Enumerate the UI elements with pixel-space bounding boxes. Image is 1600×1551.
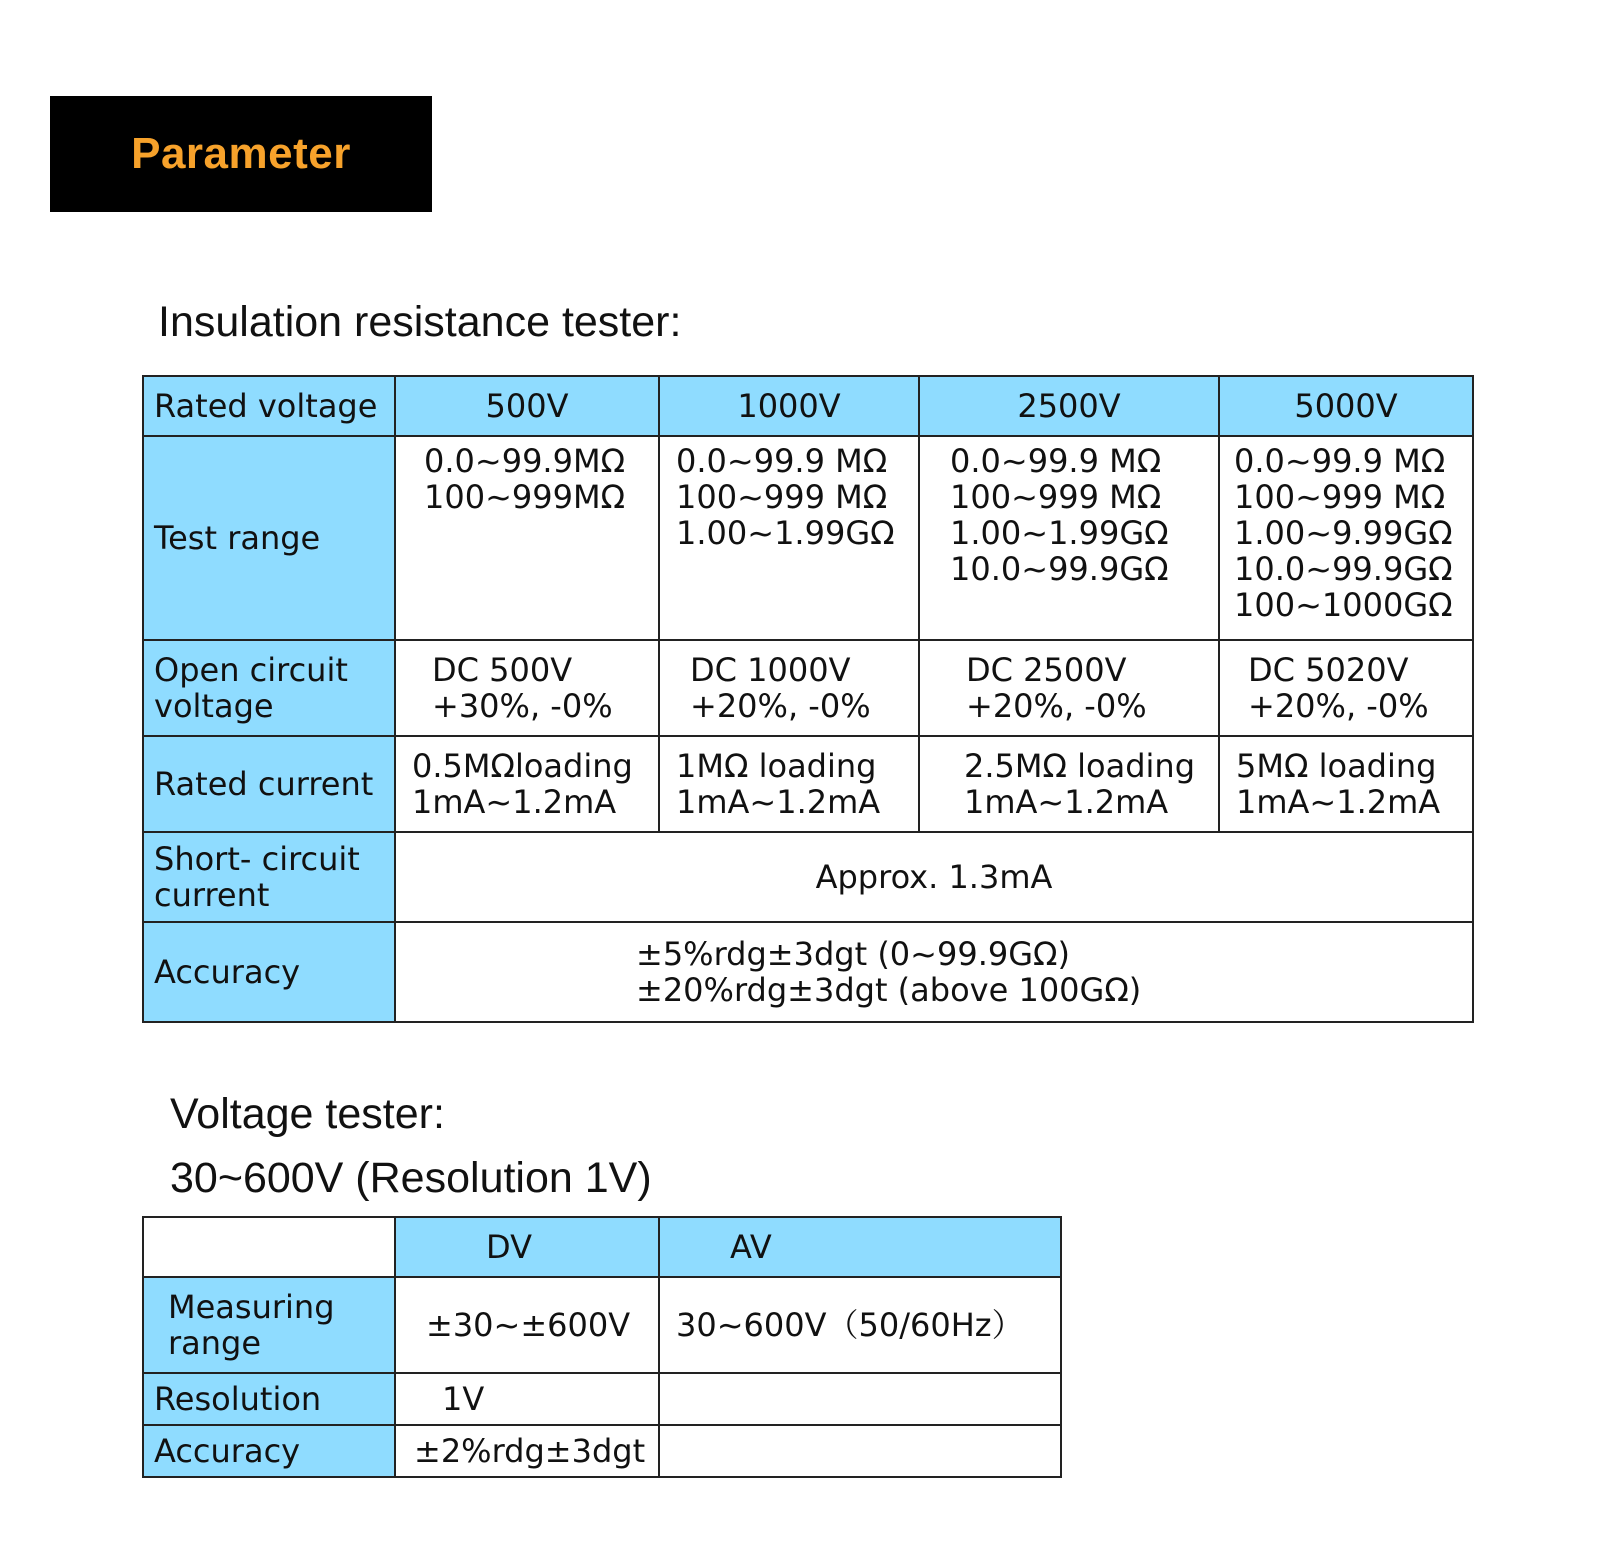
accuracy-line: ±5%rdg±3dgt (0~99.9GΩ) — [636, 935, 1070, 973]
rated-current-label: Rated current — [143, 736, 395, 832]
voltage-table — [142, 1216, 1062, 1478]
measuring-range-dv: ±30~±600V — [395, 1277, 659, 1373]
empty-corner-cell — [143, 1217, 395, 1277]
voltage-header: 500V — [395, 376, 659, 436]
test-range-row — [143, 436, 1473, 640]
banner-title: Parameter — [131, 129, 351, 178]
voltage-header-row — [143, 1217, 1061, 1277]
rated-current-cell: 5MΩ loading 1mA~1.2mA — [1219, 736, 1473, 832]
short-circuit-label: Short- circuit current — [143, 832, 395, 922]
dv-header: DV — [395, 1217, 659, 1277]
open-circuit-cell: DC 500V +30%, -0% — [395, 640, 659, 736]
accuracy-label: Accuracy — [143, 922, 395, 1022]
accuracy-value — [395, 922, 1473, 1022]
short-circuit-value: Approx. 1.3mA — [395, 832, 1473, 922]
range-line: 0.0~99.9 MΩ — [1234, 442, 1446, 480]
open-circuit-label: Open circuit voltage — [143, 640, 395, 736]
test-range-label: Test range — [143, 436, 395, 640]
resolution-av — [659, 1373, 1061, 1425]
open-circuit-cell: DC 5020V +20%, -0% — [1219, 640, 1473, 736]
short-circuit-row — [143, 832, 1473, 922]
rated-current-cell: 1MΩ loading 1mA~1.2mA — [659, 736, 919, 832]
voltage-heading: Voltage tester: — [170, 1090, 445, 1138]
insulation-table — [142, 375, 1474, 1023]
measuring-range-label: Measuring range — [143, 1277, 395, 1373]
resolution-dv: 1V — [395, 1373, 659, 1425]
range-line: 100~999 MΩ — [1234, 478, 1446, 516]
rated-voltage-row — [143, 376, 1473, 436]
test-range-cell — [659, 436, 919, 640]
accuracy-dv: ±2%rdg±3dgt — [395, 1425, 659, 1477]
test-range-cell — [919, 436, 1219, 640]
voltage-header: 5000V — [1219, 376, 1473, 436]
insulation-heading: Insulation resistance tester: — [158, 298, 682, 346]
voltage-accuracy-row — [143, 1425, 1061, 1477]
voltage-header: 1000V — [659, 376, 919, 436]
accuracy-av — [659, 1425, 1061, 1477]
range-line: 10.0~99.9GΩ — [950, 550, 1169, 588]
range-line: 100~999 MΩ — [676, 478, 888, 516]
resolution-label: Resolution — [143, 1373, 395, 1425]
range-line: 10.0~99.9GΩ — [1234, 550, 1453, 588]
accuracy-line: ±20%rdg±3dgt (above 100GΩ) — [636, 971, 1142, 1009]
test-range-cell — [395, 436, 659, 640]
rated-current-row — [143, 736, 1473, 832]
voltage-header: 2500V — [919, 376, 1219, 436]
range-line: 100~999 MΩ — [950, 478, 1162, 516]
rated-current-cell: 0.5MΩloading 1mA~1.2mA — [395, 736, 659, 832]
rated-voltage-label: Rated voltage — [143, 376, 395, 436]
voltage-subheading: 30~600V (Resolution 1V) — [170, 1154, 652, 1202]
parameter-banner — [50, 96, 432, 212]
accuracy-row — [143, 922, 1473, 1022]
av-header: AV — [659, 1217, 1061, 1277]
range-line: 100~999MΩ — [424, 478, 626, 516]
range-line: 0.0~99.9 MΩ — [676, 442, 888, 480]
rated-current-cell: 2.5MΩ loading 1mA~1.2mA — [919, 736, 1219, 832]
open-circuit-row — [143, 640, 1473, 736]
range-line: 0.0~99.9 MΩ — [950, 442, 1162, 480]
measuring-range-av: 30~600V（50/60Hz） — [659, 1277, 1061, 1373]
range-line: 1.00~1.99GΩ — [950, 514, 1169, 552]
range-line: 100~1000GΩ — [1234, 586, 1453, 624]
range-line: 1.00~1.99GΩ — [676, 514, 895, 552]
open-circuit-cell: DC 2500V +20%, -0% — [919, 640, 1219, 736]
voltage-accuracy-label: Accuracy — [143, 1425, 395, 1477]
measuring-range-row — [143, 1277, 1061, 1373]
range-line: 0.0~99.9MΩ — [424, 442, 626, 480]
test-range-cell — [1219, 436, 1473, 640]
open-circuit-cell: DC 1000V +20%, -0% — [659, 640, 919, 736]
range-line: 1.00~9.99GΩ — [1234, 514, 1453, 552]
resolution-row — [143, 1373, 1061, 1425]
